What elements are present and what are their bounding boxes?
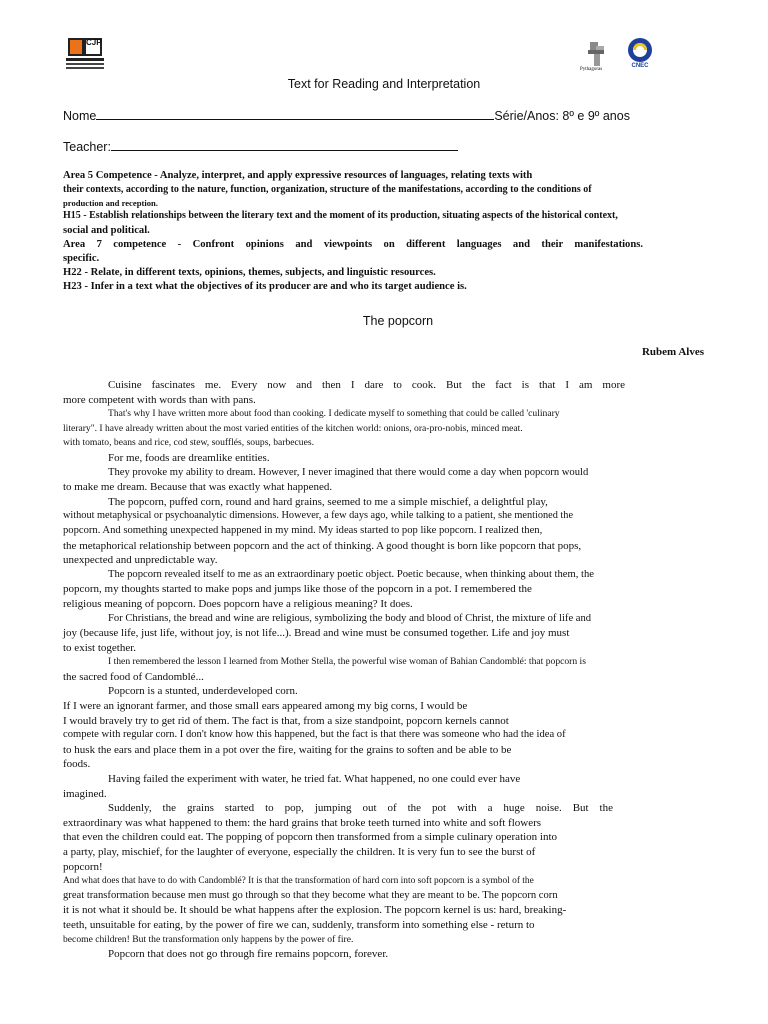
teacher-line: [63, 139, 458, 154]
competence-line: Area 5 Competence - Analyze, interpret, and apply expressive resources of languages, relating texts with: [63, 170, 533, 181]
text-line: teeth, unsuitable for eating, by the power of fire we can, suddenly, transform into something else - return to: [63, 918, 535, 931]
logo-letters: CJP: [86, 38, 102, 47]
text-line: For me, foods are dreamlike entities.: [108, 451, 270, 464]
text-line: The popcorn revealed itself to me as an extraordinary poetic object. Poetic because, when thinking about them, the: [108, 568, 594, 580]
competence-line: H15 - Establish relationships between the literary text and the moment of its production, situating aspects of the historical context,: [63, 210, 618, 222]
text-line: great transformation because men must go through so that they become what they are meant to be. The popcorn corn: [63, 889, 558, 901]
text-line: without metaphysical or psychoanalytic dimensions. However, a few days ago, while talking to a patient, she mentioned the: [63, 510, 574, 522]
text-line: Popcorn is a stunted, underdeveloped corn.: [108, 685, 298, 698]
author-name: Rubem Alves: [641, 346, 704, 358]
text-line: that even the children could eat. The popping of popcorn then transformed from a simple culinary operation into: [63, 831, 558, 844]
text-line: unexpected and unpredictable way.: [63, 554, 218, 567]
logo-strip: [66, 58, 104, 61]
text-line: it is not what it should be. It should be what happens after the explosion. The popcorn kernel is us: hard, breaking-: [63, 904, 567, 917]
competence-line: production and reception.: [63, 198, 158, 209]
competence-line: their contexts, according to the nature, function, organization, structure of the manifestations, according to the conditions of: [63, 184, 592, 196]
teacher-field[interactable]: [111, 139, 458, 151]
text-line: And what does that have to do with Candomblé? It is that the transformation of hard corn into soft popcorn is a symbol of the: [63, 876, 534, 887]
cnec-logo: [624, 36, 656, 68]
text-line: foods.: [63, 758, 91, 771]
text-line: Popcorn that does not go through fire remains popcorn, forever.: [108, 948, 389, 961]
cnec-emblem-icon: [624, 36, 656, 68]
text-line: Suddenly, the grains started to pop, jumping out of the pot with a huge noise. But the: [108, 802, 613, 815]
text-line: If I were an ignorant farmer, and those small ears appeared among my big corns, I would be: [63, 700, 468, 713]
text-line: to exist together.: [63, 641, 137, 654]
grade-label: Série/Anos: 8º e 9º anos: [494, 109, 630, 123]
competence-line: Area 7 competence - Confront opinions and viewpoints on different languages and their manifestations.: [63, 238, 643, 250]
text-line: extraordinary was what happened to them: the hard grains that broke teeth turned into white and soft flowers: [63, 816, 542, 829]
name-label: Nome: [63, 109, 97, 123]
competence-line: specific.: [63, 253, 100, 265]
text-line: Cuisine fascinates me. Every now and then I dare to cook. But the fact is that I am more: [108, 379, 625, 391]
text-line: a party, play, mischief, for the laughter of everyone, especially the children. It is very fun to see the burst of: [63, 846, 536, 858]
text-line: with tomato, beans and rice, cod stew, soufflés, soups, barbecues.: [63, 437, 314, 449]
text-line: literary". I have already written about the most varied entities of the kitchen world: onions, ora-pro-nobis, minced meat.: [63, 422, 523, 434]
worksheet-title: Text for Reading and Interpretation: [287, 77, 481, 91]
competence-line: H22 - Relate, in different texts, opinions, themes, subjects, and linguistic resources.: [63, 267, 436, 279]
teacher-label: Teacher:: [63, 140, 111, 154]
text-line: I then remembered the lesson I learned from Mother Stella, the powerful wise woman of Bahian Candomblé: that popcorn is: [108, 656, 586, 668]
text-line: popcorn!: [63, 860, 103, 873]
text-line: to husk the ears and place them in a pot over the fire, waiting for the grains to soften and be able to be: [63, 743, 512, 756]
competence-line: social and political.: [63, 224, 150, 236]
logo-strip: [66, 63, 104, 65]
text-line: the sacred food of Candomblé...: [63, 670, 204, 683]
text-line: more competent with words than with pans.: [63, 393, 256, 406]
pythagoras-caption: Pythagoras: [580, 67, 603, 72]
competences-block: [63, 169, 708, 295]
text-line: popcorn, my thoughts started to make pops and jumps like those of the popcorn in a pot. I remembered the: [63, 583, 532, 596]
reading-text: [63, 378, 723, 962]
text-line: The popcorn, puffed corn, round and hard grains, seemed to me a simple mischief, a delightful play,: [108, 495, 548, 508]
text-line: become children! But the transformation only happens by the power of fire.: [63, 933, 354, 945]
text-line: imagined.: [63, 787, 107, 800]
text-line: For Christians, the bread and wine are religious, symbolizing the body and blood of Christ, the mixture of life and: [108, 612, 592, 624]
cnec-text: CNEC: [631, 63, 649, 68]
logo-orange-block: [68, 38, 84, 56]
pythagoras-emblem-icon: [582, 42, 612, 68]
text-line: to make me dream. Because that was exactly what happened.: [63, 481, 333, 494]
name-line: [63, 108, 630, 123]
text-title: The popcorn: [362, 314, 434, 328]
school-logo: [64, 36, 104, 72]
text-line: joy (because life, just life, without joy, is not life...). Bread and wine must be consumed together. Life and joy must: [63, 627, 570, 640]
text-line: compete with regular corn. I don't know how this happened, but the fact is that there was someone who had the idea of: [63, 729, 566, 741]
text-line: popcorn. And something unexpected happened in my mind. My ideas started to pop like popcorn. I realized then,: [63, 524, 543, 536]
competence-line: H23 - Infer in a text what the objectives of its producer are and who its target audience is.: [63, 281, 467, 293]
text-line: That's why I have written more about food than cooking. I dedicate myself to something that could be called 'culinary: [108, 408, 560, 420]
text-line: I would bravely try to get rid of them. The fact is that, from a size standpoint, popcorn kernels cannot: [63, 714, 509, 727]
logo-strip: [66, 67, 104, 69]
text-line: religious meaning of popcorn. Does popcorn have a religious meaning? It does.: [63, 597, 413, 610]
text-line: They provoke my ability to dream. However, I never imagined that there would come a day when popcorn would: [108, 466, 589, 478]
text-line: Having failed the experiment with water, he tried fat. What happened, no one could ever have: [108, 773, 521, 786]
text-line: the metaphorical relationship between popcorn and the act of thinking. A good thought is born like popcorn that pops,: [63, 539, 582, 552]
pythagoras-logo: [582, 42, 612, 76]
name-field[interactable]: [96, 108, 494, 120]
